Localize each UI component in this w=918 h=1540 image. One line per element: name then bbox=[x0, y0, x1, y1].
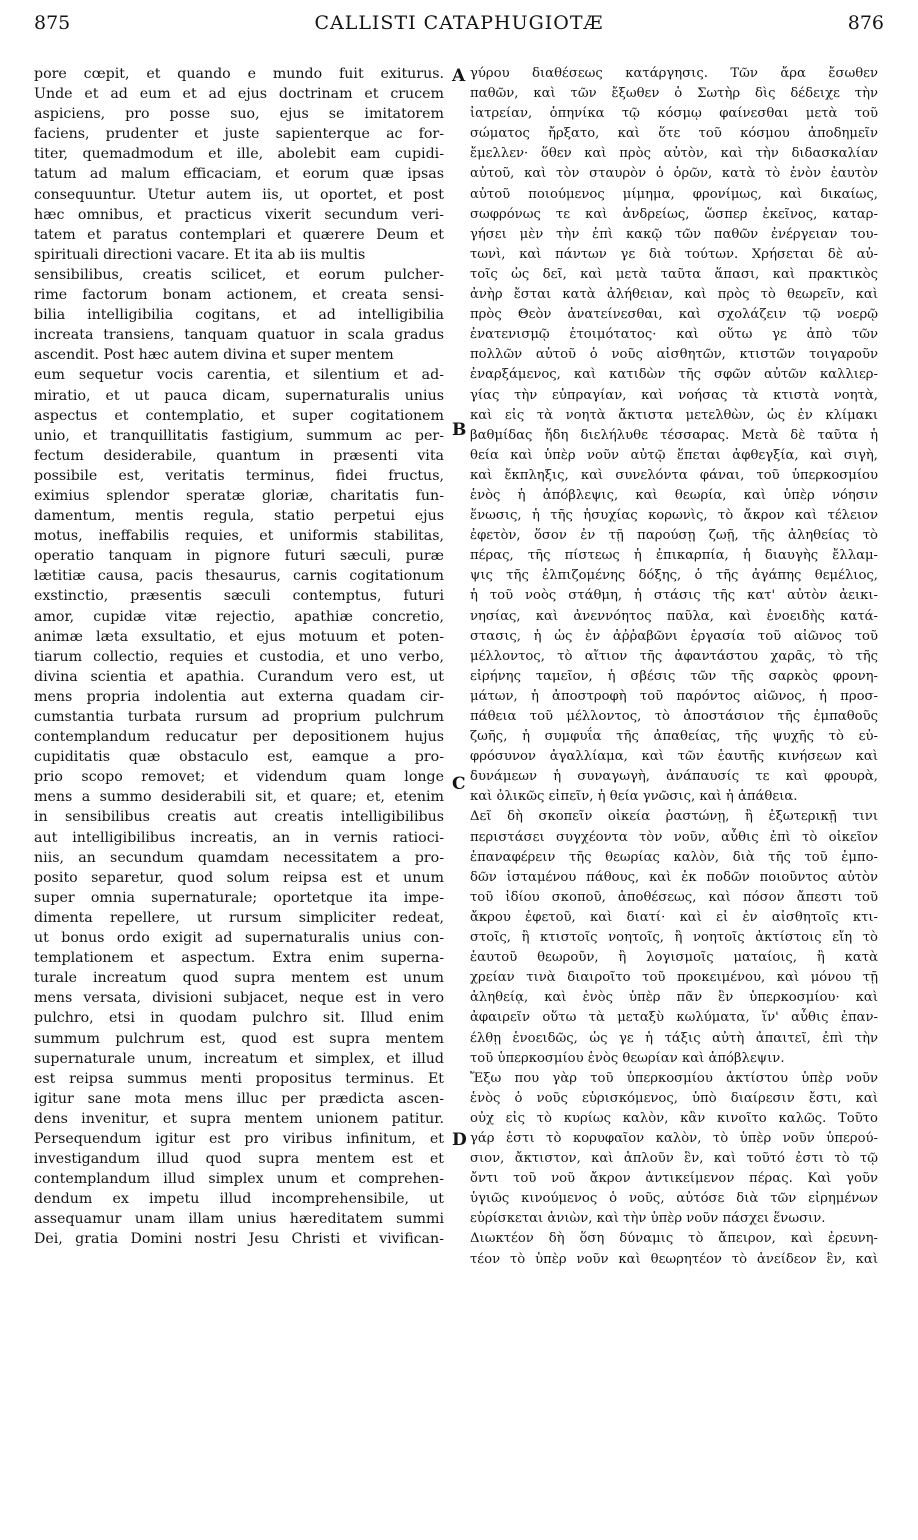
text-line: est reipsa summus menti propositus terminus. Et bbox=[34, 1070, 444, 1087]
running-title: CALLISTI CATAPHUGIOTÆ bbox=[314, 12, 604, 34]
text-line: περιστάσει συγχέοντα τὸν νοῦν, αὖθις ἐπὶ τὸ οἰκεῖον bbox=[470, 829, 878, 845]
text-line: lætitiæ causa, pacis thesaurus, carnis cogitationum bbox=[34, 568, 444, 585]
section-marker-d: D bbox=[452, 1130, 467, 1150]
text-line: ἐπαναφέρειν τῆς θεωρίας καλὸν, διὰ τῆς τοῦ ἐμπο- bbox=[470, 849, 878, 865]
text-line: operatio tanquam in pignore futuri sæculi, puræ bbox=[34, 548, 444, 565]
text-line: Ἔξω που γὰρ τοῦ ὑπερκοσμίου ἀκτίστου ὑπὲρ νοῦν bbox=[470, 1070, 878, 1086]
text-line: investigandum illud quod supra mentem est et bbox=[34, 1151, 444, 1168]
text-line: νησίας, καὶ ἀνεννόητος παῦλα, καὶ ἑνοειδὴς κατά- bbox=[470, 608, 878, 624]
text-line: aspiciens, pro posse suo, ejus se imitatorem bbox=[34, 106, 444, 123]
text-line: posito separetur, quod solum reipsa est et unum bbox=[34, 869, 444, 886]
text-line: titer, quemadmodum et ille, abolebit eam cupidi- bbox=[34, 146, 444, 163]
text-line: unio, et tranquillitatis fastigium, summum ac per- bbox=[34, 427, 444, 444]
text-line: φρόσυνον ἀγαλλίαμα, καὶ τῶν ἑαυτῆς κινήσεων καὶ bbox=[470, 749, 878, 765]
text-line: aspectus et contemplatio, et super cogitationem bbox=[34, 407, 444, 424]
text-line: ἑνὸς ἡ ἀπόβλεψις, καὶ θεωρία, καὶ ὑπὲρ νόησιν bbox=[470, 487, 878, 503]
text-line: ζωῆς, ἡ συμφυΐα τῆς ἀπαθείας, τῆς ψυχῆς τὸ εὐ- bbox=[470, 729, 878, 745]
text-line: aut intelligibilibus increatis, an in vernis ratioci- bbox=[34, 829, 444, 846]
text-line: τωνὶ, καὶ πάντων γε διὰ τούτων. Χρήσεται δὲ αὐ- bbox=[470, 246, 878, 262]
text-line: εἰρήνης ταμεῖον, ἡ σβέσις τῶν τῆς σαρκὸς φρονη- bbox=[470, 668, 878, 684]
text-line: δῶν ἱσταμένου πάθους, καὶ ἐκ ποδῶν ποιοῦντος αὐτὸν bbox=[470, 869, 878, 885]
right-page-number: 876 bbox=[847, 12, 884, 34]
text-line: Unde et ad eum et ad ejus doctrinam et crucem bbox=[34, 86, 444, 103]
text-line: ἰατρείαν, ὁπηνίκα τῷ κόσμῳ φαίνεσθαι μετὰ τοῦ bbox=[470, 106, 878, 122]
text-line: στασις, ἡ ὡς ἐν ἀῤῥαβῶνι ἐργασία τοῦ αἰῶνος τοῦ bbox=[470, 628, 878, 644]
text-line: increata transiens, tanquam quatuor in scala gradus bbox=[34, 327, 444, 344]
text-line: mens versata, divisioni subjacet, neque est in vero bbox=[34, 990, 444, 1007]
text-line: eximius splendor speratæ gloriæ, charitatis fun- bbox=[34, 487, 444, 504]
latin-column bbox=[34, 64, 444, 1250]
text-line: μέλλοντος, τὸ αἴτιον τῆς ἀφαντάστου χαρᾶς, τὸ τῆς bbox=[470, 648, 878, 664]
text-line: τοῦ ἰδίου σκοποῦ, ἀποθέσεως, καὶ πόσον ἄπεστι τοῦ bbox=[470, 889, 878, 905]
text-line: καὶ ἔκπληξις, καὶ συνελόντα φάναι, τοῦ ὑπερκοσμίου bbox=[470, 467, 878, 483]
text-line: αὐτοῦ, καὶ τὸν σταυρὸν ὁ ὁρῶν, κατὰ τὸ ἐνὸν ἑαυτὸν bbox=[470, 166, 878, 182]
text-line: pore cœpit, et quando e mundo fuit exiturus. bbox=[34, 66, 444, 82]
text-line: ἐναρξάμενος, καὶ κατιδὼν τῆς σφῶν αὐτῶν καλλιερ- bbox=[470, 367, 878, 383]
text-line: τέον τὸ ὑπὲρ νοῦν καὶ θεωρητέον τὸ ἀνείδεον ἓν, καὶ bbox=[470, 1251, 878, 1267]
section-marker-c: C bbox=[452, 774, 466, 794]
text-line: πρὸς Θεὸν ἀνατείνεσθαι, καὶ σχολάζειν τῷ νοερῷ bbox=[470, 307, 878, 323]
text-line: faciens, prudenter et juste sapienterque ac for- bbox=[34, 126, 444, 143]
text-line: ἄκρου ἐφετοῦ, καὶ διατί· καὶ εἰ ἐν αἰσθητοῖς κτι- bbox=[470, 909, 878, 925]
text-line: παθῶν, καὶ τῶν ἔξωθεν ὁ Σωτὴρ δὶς δέδειχε τὴν bbox=[470, 86, 878, 102]
text-line: στοῖς, ἢ κτιστοῖς νοητοῖς, ἢ νοητοῖς ἀκτίστοις εἴη τὸ bbox=[470, 930, 878, 946]
text-line: mens propria indolentia aut externa quadam cir- bbox=[34, 688, 444, 705]
text-line: σιον, ἄκτιστον, καὶ ἁπλοῦν ἓν, καὶ τοῦτό ἐστι τὸ τῷ bbox=[470, 1151, 878, 1167]
text-line: consequuntur. Utetur autem iis, ut oportet, et post bbox=[34, 186, 444, 203]
text-line: ἡ τοῦ νοὸς στάθμη, ἡ στάσις τῆς κατ' αὐτὸν ἀεικι- bbox=[470, 588, 878, 604]
text-line: ἑαυτοῦ θεωροῦν, ἢ λογισμοῖς ματαίοις, ἢ κατὰ bbox=[470, 950, 878, 966]
text-line: animæ læta exsultatio, et ejus motuum et poten- bbox=[34, 628, 444, 645]
text-line: βαθμίδας ἤδη διελήλυθε τέσσαρας. Μετὰ δὲ ταῦτα ἡ bbox=[470, 427, 878, 443]
text-line: miratio, et ut pauca dicam, supernaturalis unius bbox=[34, 387, 444, 404]
text-line: σωφρόνως τε καὶ ἀνδρείως, ὥσπερ ἐκεῖνος, καταρ- bbox=[470, 206, 878, 222]
text-line: prio scopo removet; et videndum quam longe bbox=[34, 769, 444, 786]
text-line: γήσει μὲν τὴν ἐπὶ κακῷ τῶν παθῶν ἐνέργειαν του- bbox=[470, 226, 878, 242]
text-line: contemplandum reducatur per depositionem hujus bbox=[34, 729, 444, 746]
section-marker-a: A bbox=[452, 66, 466, 86]
text-line: cupiditatis quæ obstaculo est, eamque a pro- bbox=[34, 749, 444, 766]
text-line: χρείαν τινὰ διαιροῖτο τοῦ προκειμένου, καὶ μόνου τῇ bbox=[470, 970, 878, 986]
text-line: ἀνὴρ ἔσται κατὰ ἀλήθειαν, καὶ πρὸς τὸ θεωρεῖν, καὶ bbox=[470, 287, 878, 303]
text-line: tatem et paratus contemplari et quærere Deum et bbox=[34, 226, 444, 243]
text-line: tiarum collectio, requies et custodia, et uno verbo, bbox=[34, 648, 444, 665]
page-header bbox=[34, 10, 884, 40]
text-line: possibile est, veritatis terminus, fidei fructus, bbox=[34, 467, 444, 484]
text-line: in sensibilibus creatis aut creatis intelligibilibus bbox=[34, 809, 444, 826]
text-line: divina scientia et apathia. Curandum vero est, ut bbox=[34, 668, 444, 685]
text-line: ut bonus ordo exigit ad supernaturalis unius con- bbox=[34, 930, 444, 947]
text-line: motus, ineffabilis requies, et uniformis stabilitas, bbox=[34, 528, 444, 545]
text-line: ψις τῆς ἐλπιζομένης δόξης, ὁ τῆς ἀγάπης θεμέλιος, bbox=[470, 568, 878, 584]
text-line: ἑνὸς ὁ νοῦς εὑρισκόμενος, ὑπὸ διαίρεσιν ἔστι, καὶ bbox=[470, 1090, 878, 1106]
text-line: έλθῃ ἑνοειδῶς, ὡς γε ἡ τάξις αὐτὴ ἀπαιτεῖ, ἐπὶ τὴν bbox=[470, 1030, 878, 1046]
text-line: dens invenitur, et supra mentem unionem patitur. bbox=[34, 1110, 444, 1127]
text-line: τοῖς ὡς δεῖ, καὶ μετὰ ταῦτα ἅπασι, καὶ πρακτικὸς bbox=[470, 266, 878, 282]
text-line: ἔμελλεν· ὅθεν καὶ πρὸς αὐτὸν, καὶ τὴν διδασκαλίαν bbox=[470, 146, 878, 162]
section-marker-b: B bbox=[452, 420, 467, 440]
text-line: ἀληθείᾳ, καὶ ἑνὸς ὑπὲρ πᾶν ἓν ὑπερκοσμίου· καὶ bbox=[470, 990, 878, 1006]
text-line: fectum desiderabile, quantum in præsenti vita bbox=[34, 447, 444, 464]
text-line: θεία καὶ ὑπὲρ νοῦν αὐτῷ ἕπεται ἀφθεγξία, καὶ σιγὴ, bbox=[470, 447, 878, 463]
text-line: πέρας, τῆς πίστεως ἡ ἐπικαρπία, ἡ διαυγὴς ἔλλαμ- bbox=[470, 548, 878, 564]
text-line: spirituali directioni vacare. Et ita ab iis multis bbox=[34, 246, 366, 263]
text-line: damentum, mentis regula, statio perpetui ejus bbox=[34, 508, 444, 525]
text-line: ὑγιῶς κινούμενος ὁ νοῦς, αὐτόσε διὰ τῶν εἰρημένων bbox=[470, 1191, 878, 1207]
text-line: pulchro, etsi in quodam pulchro sit. Illud enim bbox=[34, 1010, 444, 1027]
text-line: igitur sane mota mens illuc per prædicta ascen- bbox=[34, 1090, 444, 1107]
text-line: summum pulchrum est, quod est supra mentem bbox=[34, 1030, 444, 1047]
text-line: Δεῖ δὴ σκοπεῖν οἰκεία ῥαστώνῃ, ἢ ἐξωτερικῇ τινι bbox=[470, 809, 878, 825]
text-line: τοῦ ὑπερκοσμίου ἑνὸς θεωρίαν καὶ ἀπόβλεψιν. bbox=[470, 1050, 785, 1066]
text-line: εὑρίσκεται ἀνιὼν, καὶ τὴν ὑπὲρ νοῦν πάσχει ἕνωσιν. bbox=[470, 1211, 826, 1227]
greek-column bbox=[470, 64, 878, 1270]
text-line: sensibilibus, creatis scilicet, et eorum pulcher- bbox=[34, 266, 444, 283]
text-line: ἕνωσις, ἡ τῆς ἡσυχίας κορωνὶς, τὸ ἄκρον καὶ τέλειον bbox=[470, 508, 878, 524]
text-line: πάθεια τοῦ μέλλοντος, τὸ ἀποστάσιον τῆς ἐμπαθοῦς bbox=[470, 709, 878, 724]
text-line: ascendit. Post hæc autem divina et super mentem bbox=[34, 347, 394, 364]
text-line: πολλῶν αὐτοῦ ὁ νοῦς αἰσθητῶν, κτιστῶν τοιγαροῦν bbox=[470, 347, 878, 363]
text-line: ὄντι τοῦ νοῦ ἄκρον ἀντικείμενον πέρας. Καὶ γοῦν bbox=[470, 1171, 878, 1187]
text-line: Persequendum igitur est pro viribus infinitum, et bbox=[34, 1130, 444, 1147]
text-line: supernaturale unum, increatum et simplex, et illud bbox=[34, 1050, 444, 1067]
text-line: exstinctio, præsentis sæculi contemptus, futuri bbox=[34, 588, 444, 605]
text-line: dimenta repellere, ut rursum simpliciter redeat, bbox=[34, 909, 444, 926]
text-line: καὶ ὀλικῶς εἰπεῖν, ἡ θεία γνῶσις, καὶ ἡ ἀπάθεια. bbox=[470, 789, 798, 805]
text-line: ἐφετὸν, ὅσον ἐν τῇ παρούσῃ ζωῇ, τῆς ἀληθείας τὸ bbox=[470, 528, 878, 544]
text-line: Dei, gratia Domini nostri Jesu Christi et vivifican- bbox=[34, 1231, 444, 1248]
text-line: assequamur unam illam unius hæreditatem summi bbox=[34, 1211, 444, 1228]
text-line: rime factorum bonam actionem, et creata sensi- bbox=[34, 287, 444, 304]
text-line: Διωκτέον δὴ ὅση δύναμις τὸ ἄπειρον, καὶ ἐρευνη- bbox=[470, 1231, 878, 1247]
text-line: super omnia supernaturale; oportetque ita impe- bbox=[34, 889, 444, 906]
text-line: ἐνατενισμῷ ἑτοιμότατος· καὶ οὕτω γε ἀπὸ τῶν bbox=[470, 327, 878, 343]
text-line: tatum ad malum efficaciam, et eorum quæ ipsas bbox=[34, 166, 444, 183]
text-line: γύρου διαθέσεως κατάργησις. Τῶν ἄρα ἔσωθεν bbox=[470, 66, 878, 81]
text-line: γίας τὴν εὐπραγίαν, καὶ νοήσας τὰ κτιστὰ νοητὰ, bbox=[470, 387, 878, 403]
text-line: καὶ εἰς τὰ νοητὰ ἄκτιστα μετελθὼν, ὡς ἐν κλίμακι bbox=[470, 407, 878, 423]
text-line: αὐτοῦ ποιούμενος μίμημα, φρονίμως, καὶ δικαίως, bbox=[470, 186, 878, 202]
text-line: turale increatum quod supra mentem est unum bbox=[34, 970, 444, 987]
text-line: γάρ ἐστι τὸ κορυφαῖον καλὸν, τὸ ὑπὲρ νοῦν ὑπερού- bbox=[470, 1130, 878, 1146]
text-line: mens a summo desiderabili sit, et quare; et, etenim bbox=[34, 789, 444, 806]
text-line: contemplandum illud simplex unum et comprehen- bbox=[34, 1171, 444, 1188]
text-line: niis, an secundum quamdam necessitatem a pro- bbox=[34, 849, 444, 866]
text-line: amor, cupidæ vitæ rejectio, apathiæ concretio, bbox=[34, 608, 444, 625]
text-line: μάτων, ἡ ἀποστροφὴ τοῦ παρόντος αἰῶνος, ἡ προσ- bbox=[470, 688, 878, 704]
text-line: hæc omnibus, et practicus vixerit secundum veri- bbox=[34, 206, 444, 223]
text-line: templationem et aspectum. Extra enim superna- bbox=[34, 950, 444, 967]
text-line: οὐχ εἰς τὸ κυρίως καλὸν, κἂν κινοῖτο καλῶς. Τοῦτο bbox=[470, 1110, 878, 1126]
text-line: bilia intelligibilia cogitans, et ad intelligibilia bbox=[34, 307, 444, 324]
text-line: ἀφαιρεῖν οὕτω τὰ μεταξὺ κωλύματα, ἵν' αὖθις ἐπαν- bbox=[470, 1010, 878, 1026]
text-line: dendum ex impetu illud incomprehensibile, ut bbox=[34, 1191, 444, 1208]
left-page-number: 875 bbox=[34, 12, 71, 34]
text-line: δυνάμεων ἡ συναγωγὴ, ἀνάπαυσίς τε καὶ φρουρὰ, bbox=[470, 769, 878, 785]
text-line: eum sequetur vocis carentia, et silentium et ad- bbox=[34, 367, 444, 384]
text-line: σώματος ἤρξατο, καὶ ὅτε τοῦ κόσμου ἀποδημεῖν bbox=[470, 126, 878, 142]
text-line: cumstantia turbata rursum ad proprium pulchrum bbox=[34, 709, 444, 725]
